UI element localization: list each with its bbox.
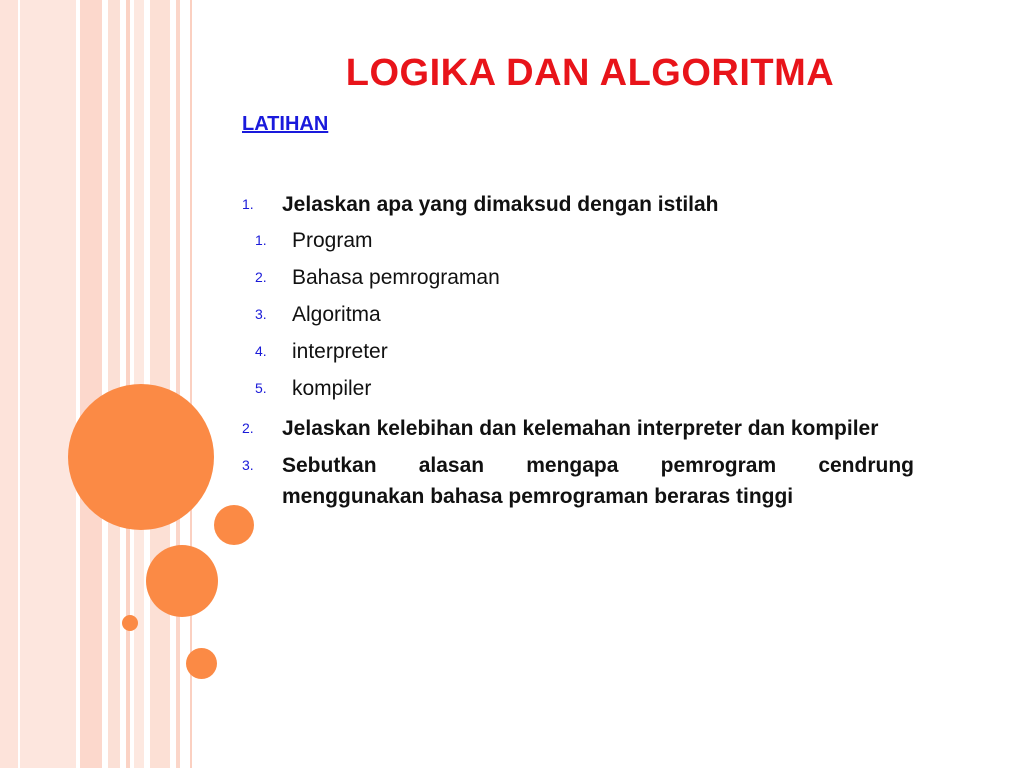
sub-item-number: 4. xyxy=(255,343,267,359)
item-text: Jelaskan kelebihan dan kelemahan interpreter dan kompiler xyxy=(282,417,879,440)
sub-list xyxy=(242,222,914,407)
tiny-circle-decoration xyxy=(122,615,138,631)
sub-item-text: Algoritma xyxy=(292,303,381,326)
item-text: Jelaskan apa yang dimaksud dengan istilah xyxy=(282,193,719,216)
question-list xyxy=(242,189,914,512)
stripe xyxy=(80,0,102,768)
medium-circle-decoration xyxy=(146,545,218,617)
large-circle-decoration xyxy=(68,384,214,530)
item-number: 2. xyxy=(242,420,254,436)
sub-list-item xyxy=(242,296,914,333)
list-item xyxy=(242,413,914,444)
sub-item-text: Program xyxy=(292,229,373,252)
item-number: 1. xyxy=(242,196,254,212)
sub-list-item xyxy=(242,370,914,407)
list-item xyxy=(242,189,914,220)
list-item xyxy=(242,450,914,512)
sub-item-number: 5. xyxy=(255,380,267,396)
slide-title: LOGIKA DAN ALGORITMA xyxy=(345,52,835,94)
item-text: Sebutkan alasan mengapa pemrogram cendrung menggunakan bahasa pemrograman beraras tinggi xyxy=(282,454,914,508)
sub-list-item xyxy=(242,222,914,259)
small-circle-decoration xyxy=(186,648,217,679)
sub-item-number: 3. xyxy=(255,306,267,322)
stripe xyxy=(0,0,18,768)
sub-item-text: kompiler xyxy=(292,377,372,400)
decorative-stripes xyxy=(0,0,200,768)
stripe xyxy=(108,0,120,768)
sub-item-number: 2. xyxy=(255,269,267,285)
stripe xyxy=(20,0,76,768)
item-number: 3. xyxy=(242,457,254,473)
sub-item-text: interpreter xyxy=(292,340,388,363)
sub-item-number: 1. xyxy=(255,232,267,248)
stripe xyxy=(176,0,180,768)
section-heading-link[interactable]: LATIHAN xyxy=(242,113,329,135)
sub-list-item xyxy=(242,333,914,370)
sub-list-item xyxy=(242,259,914,296)
sub-item-text: Bahasa pemrograman xyxy=(292,266,500,289)
